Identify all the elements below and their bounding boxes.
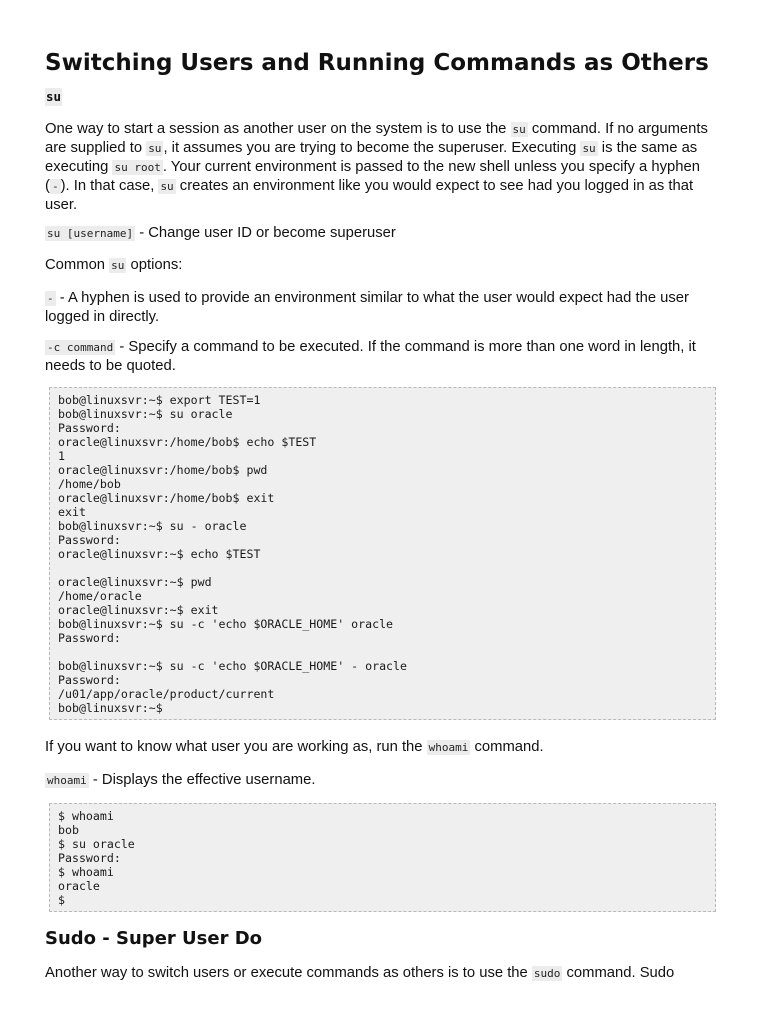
code-line: oracle@linuxsvr:/home/bob$ echo $TEST	[58, 435, 317, 449]
whoami-intro-line	[45, 738, 725, 757]
text-run: - A hyphen is used to provide an environment similar to what the user would expect had the user logged in directly.	[45, 290, 689, 325]
code-line: Password:	[58, 631, 121, 645]
text-run: - Displays the effective username.	[88, 772, 316, 788]
code-line: $ whoami	[58, 809, 114, 823]
whoami-desc-block	[45, 771, 725, 790]
code-line: bob@linuxsvr:~$ su oracle	[58, 407, 233, 421]
common-options-line	[45, 256, 725, 275]
code-line: oracle@linuxsvr:~$ pwd	[58, 575, 212, 589]
sudo-intro-block	[45, 964, 725, 983]
inline-code: su	[160, 180, 174, 193]
code-line: exit	[58, 505, 86, 519]
code-line: 1	[58, 449, 65, 463]
code-line: Password:	[58, 533, 121, 547]
inline-code: whoami	[47, 774, 87, 787]
code-line: Password:	[58, 421, 121, 435]
text-run: - Change user ID or become superuser	[135, 225, 396, 241]
inline-code: su	[111, 259, 125, 272]
intro-paragraph-block	[45, 120, 725, 214]
text-run: Another way to switch users or execute commands as others is to use the	[45, 965, 532, 981]
code-line: oracle	[58, 879, 100, 893]
code-line: $	[58, 893, 65, 907]
text-run: . Your current environment is passed to the new shell unless you specify a hyphen (	[45, 159, 700, 194]
inline-code: whoami	[428, 741, 469, 754]
code-line: bob@linuxsvr:~$ su -c 'echo $ORACLE_HOME' oracle	[58, 617, 394, 631]
text-run: command. If no arguments are supplied to	[45, 121, 708, 156]
whoami-example-code-block	[49, 803, 716, 912]
code-line: oracle@linuxsvr:~$ echo $TEST	[58, 547, 261, 561]
su-example-code-block	[49, 387, 716, 720]
code-line: /u01/app/oracle/product/current	[58, 687, 275, 701]
inline-code: -c command	[47, 341, 114, 354]
c-option-line	[45, 338, 725, 375]
code-line: bob@linuxsvr:~$ su -c 'echo $ORACLE_HOME' - oracle	[58, 659, 408, 673]
sudo-section-heading: Sudo - Super User Do	[45, 928, 263, 949]
text-run: command. Sudo	[562, 965, 675, 981]
hyphen-option-block	[45, 289, 725, 326]
su-usage-block	[45, 224, 725, 243]
text-run: creates an environment like you would expect to see had you logged in as that user.	[45, 178, 694, 213]
text-run: ). In that case,	[60, 178, 159, 194]
text-run: One way to start a session as another user on the system is to use the	[45, 121, 511, 137]
common-options-block	[45, 256, 725, 275]
text-run: is the same as executing	[45, 140, 698, 175]
sudo-intro-line	[45, 964, 725, 983]
inline-code: sudo	[533, 967, 561, 980]
inline-code: -	[51, 180, 59, 193]
code-line: Password:	[58, 851, 121, 865]
inline-code: -	[47, 292, 54, 305]
inline-code: su	[148, 142, 162, 155]
text-run: - Specify a command to be executed. If the command is more than one word in length, it needs to be quoted.	[45, 339, 696, 374]
code-line	[58, 561, 707, 575]
code-line: oracle@linuxsvr:/home/bob$ pwd	[58, 463, 268, 477]
code-line: bob	[58, 823, 79, 837]
code-line: $ whoami	[58, 865, 114, 879]
code-line: oracle@linuxsvr:~$ exit	[58, 603, 219, 617]
code-line: /home/oracle	[58, 589, 142, 603]
whoami-intro-block	[45, 738, 725, 757]
intro-paragraph	[45, 120, 725, 214]
code-line: bob@linuxsvr:~$	[58, 701, 163, 715]
text-run: , it assumes you are trying to become the superuser. Executing	[163, 140, 581, 156]
inline-code: su [username]	[47, 227, 134, 240]
text-run: If you want to know what user you are working as, run the	[45, 739, 427, 755]
code-line: Password:	[58, 673, 121, 687]
inline-code: su	[582, 142, 596, 155]
su-section-heading: su	[46, 89, 62, 104]
text-run: options:	[126, 257, 183, 273]
code-line: $ su oracle	[58, 837, 135, 851]
code-line: bob@linuxsvr:~$ export TEST=1	[58, 393, 261, 407]
su-usage-line	[45, 224, 725, 243]
inline-code: su	[512, 123, 526, 136]
text-run: command.	[470, 739, 544, 755]
whoami-desc-line	[45, 771, 725, 790]
code-line: bob@linuxsvr:~$ su - oracle	[58, 519, 247, 533]
code-line: /home/bob	[58, 477, 121, 491]
page-title: Switching Users and Running Commands as Others	[45, 50, 709, 76]
c-option-block	[45, 338, 725, 375]
text-run: Common	[45, 257, 110, 273]
inline-code: su root	[114, 161, 161, 174]
code-line: oracle@linuxsvr:/home/bob$ exit	[58, 491, 275, 505]
hyphen-option-line	[45, 289, 725, 326]
code-line	[58, 645, 707, 659]
